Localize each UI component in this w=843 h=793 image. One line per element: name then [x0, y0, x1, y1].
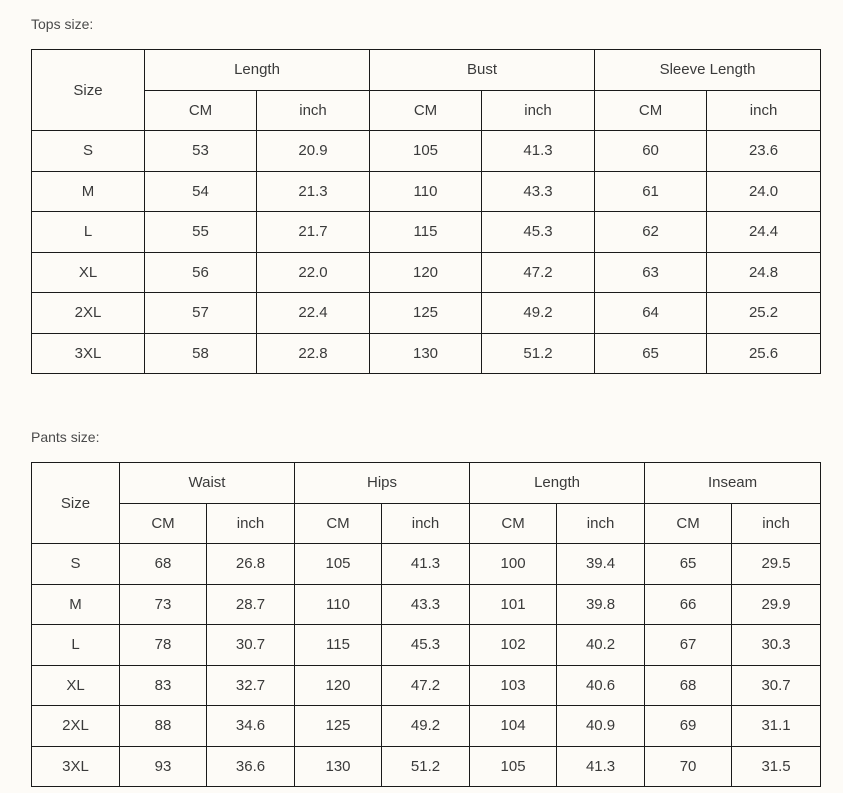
pants-measurement-cell: 100	[470, 544, 557, 585]
pants-measurement-cell: 43.3	[382, 584, 470, 625]
pants-unit-header: CM	[295, 503, 382, 544]
tops-measurement-cell: 22.8	[257, 333, 370, 374]
tops-measurement-cell: 55	[145, 212, 257, 253]
tops-measurement-cell: 63	[595, 252, 707, 293]
pants-measurement-cell: 110	[295, 584, 382, 625]
tops-measurement-cell: 125	[370, 293, 482, 334]
tops-unit-header: inch	[482, 90, 595, 131]
pants-measurement-cell: 49.2	[382, 706, 470, 747]
tops-measurement-cell: 22.0	[257, 252, 370, 293]
pants-measurement-cell: 26.8	[207, 544, 295, 585]
tops-measurement-cell: 47.2	[482, 252, 595, 293]
tops-size-cell: 3XL	[32, 333, 145, 374]
pants-measurement-cell: 104	[470, 706, 557, 747]
pants-table-row	[32, 706, 821, 747]
tops-measurement-cell: 58	[145, 333, 257, 374]
pants-measurement-cell: 68	[120, 544, 207, 585]
tops-measurement-cell: 43.3	[482, 171, 595, 212]
pants-measurement-cell: 29.9	[732, 584, 821, 625]
pants-group-header: Waist	[120, 463, 295, 504]
tops-measurement-cell: 64	[595, 293, 707, 334]
tops-measurement-cell: 61	[595, 171, 707, 212]
pants-unit-header: CM	[645, 503, 732, 544]
tops-measurement-cell: 105	[370, 131, 482, 172]
tops-measurement-cell: 60	[595, 131, 707, 172]
tops-group-header-row	[32, 50, 821, 91]
pants-unit-header: inch	[207, 503, 295, 544]
tops-measurement-cell: 22.4	[257, 293, 370, 334]
pants-measurement-cell: 68	[645, 665, 732, 706]
pants-unit-header-row	[32, 503, 821, 544]
pants-measurement-cell: 70	[645, 746, 732, 787]
pants-measurement-cell: 120	[295, 665, 382, 706]
tops-size-cell: 2XL	[32, 293, 145, 334]
tops-size-table	[31, 49, 821, 374]
pants-measurement-cell: 40.6	[557, 665, 645, 706]
pants-table-row	[32, 544, 821, 585]
pants-measurement-cell: 28.7	[207, 584, 295, 625]
pants-size-header: Size	[32, 463, 120, 544]
tops-table-row	[32, 252, 821, 293]
pants-table-row	[32, 625, 821, 666]
tops-size-header: Size	[32, 50, 145, 131]
pants-measurement-cell: 66	[645, 584, 732, 625]
tops-measurement-cell: 120	[370, 252, 482, 293]
tops-group-header: Bust	[370, 50, 595, 91]
pants-size-cell: M	[32, 584, 120, 625]
pants-unit-header: inch	[557, 503, 645, 544]
tops-measurement-cell: 49.2	[482, 293, 595, 334]
pants-unit-header: inch	[732, 503, 821, 544]
tops-measurement-cell: 21.7	[257, 212, 370, 253]
tops-group-header: Length	[145, 50, 370, 91]
pants-size-caption: Pants size:	[31, 429, 100, 445]
pants-measurement-cell: 41.3	[557, 746, 645, 787]
pants-group-header: Length	[470, 463, 645, 504]
pants-table-row	[32, 665, 821, 706]
tops-measurement-cell: 45.3	[482, 212, 595, 253]
pants-size-cell: 2XL	[32, 706, 120, 747]
pants-measurement-cell: 102	[470, 625, 557, 666]
tops-measurement-cell: 51.2	[482, 333, 595, 374]
pants-measurement-cell: 41.3	[382, 544, 470, 585]
tops-measurement-cell: 25.2	[707, 293, 821, 334]
tops-size-cell: L	[32, 212, 145, 253]
pants-measurement-cell: 30.7	[207, 625, 295, 666]
tops-measurement-cell: 54	[145, 171, 257, 212]
pants-measurement-cell: 105	[470, 746, 557, 787]
pants-measurement-cell: 31.1	[732, 706, 821, 747]
tops-unit-header: inch	[707, 90, 821, 131]
pants-measurement-cell: 67	[645, 625, 732, 666]
pants-measurement-cell: 130	[295, 746, 382, 787]
tops-measurement-cell: 21.3	[257, 171, 370, 212]
pants-group-header: Inseam	[645, 463, 821, 504]
tops-measurement-cell: 110	[370, 171, 482, 212]
pants-size-cell: 3XL	[32, 746, 120, 787]
pants-measurement-cell: 30.7	[732, 665, 821, 706]
tops-table-row	[32, 293, 821, 334]
pants-measurement-cell: 31.5	[732, 746, 821, 787]
tops-size-cell: M	[32, 171, 145, 212]
pants-measurement-cell: 105	[295, 544, 382, 585]
pants-measurement-cell: 73	[120, 584, 207, 625]
tops-measurement-cell: 65	[595, 333, 707, 374]
pants-measurement-cell: 39.4	[557, 544, 645, 585]
tops-measurement-cell: 62	[595, 212, 707, 253]
pants-measurement-cell: 69	[645, 706, 732, 747]
pants-measurement-cell: 47.2	[382, 665, 470, 706]
pants-table-row	[32, 584, 821, 625]
tops-unit-header: inch	[257, 90, 370, 131]
pants-size-table	[31, 462, 821, 787]
pants-unit-header: CM	[470, 503, 557, 544]
pants-measurement-cell: 36.6	[207, 746, 295, 787]
tops-size-cell: S	[32, 131, 145, 172]
pants-measurement-cell: 101	[470, 584, 557, 625]
tops-unit-header: CM	[370, 90, 482, 131]
tops-unit-header-row	[32, 90, 821, 131]
pants-measurement-cell: 32.7	[207, 665, 295, 706]
tops-table-row	[32, 212, 821, 253]
tops-size-cell: XL	[32, 252, 145, 293]
tops-measurement-cell: 115	[370, 212, 482, 253]
tops-table-row	[32, 333, 821, 374]
pants-measurement-cell: 39.8	[557, 584, 645, 625]
tops-unit-header: CM	[145, 90, 257, 131]
pants-measurement-cell: 51.2	[382, 746, 470, 787]
pants-group-header: Hips	[295, 463, 470, 504]
pants-measurement-cell: 40.2	[557, 625, 645, 666]
tops-measurement-cell: 25.6	[707, 333, 821, 374]
pants-measurement-cell: 29.5	[732, 544, 821, 585]
tops-measurement-cell: 20.9	[257, 131, 370, 172]
tops-table-row	[32, 131, 821, 172]
pants-measurement-cell: 93	[120, 746, 207, 787]
tops-measurement-cell: 23.6	[707, 131, 821, 172]
tops-measurement-cell: 24.8	[707, 252, 821, 293]
pants-size-cell: S	[32, 544, 120, 585]
tops-measurement-cell: 57	[145, 293, 257, 334]
pants-size-cell: XL	[32, 665, 120, 706]
pants-group-header-row	[32, 463, 821, 504]
tops-table-row	[32, 171, 821, 212]
tops-measurement-cell: 24.0	[707, 171, 821, 212]
pants-measurement-cell: 78	[120, 625, 207, 666]
pants-measurement-cell: 125	[295, 706, 382, 747]
pants-measurement-cell: 30.3	[732, 625, 821, 666]
pants-unit-header: inch	[382, 503, 470, 544]
pants-measurement-cell: 83	[120, 665, 207, 706]
tops-measurement-cell: 24.4	[707, 212, 821, 253]
tops-unit-header: CM	[595, 90, 707, 131]
pants-size-cell: L	[32, 625, 120, 666]
pants-measurement-cell: 65	[645, 544, 732, 585]
pants-measurement-cell: 34.6	[207, 706, 295, 747]
tops-group-header: Sleeve Length	[595, 50, 821, 91]
pants-measurement-cell: 45.3	[382, 625, 470, 666]
pants-measurement-cell: 115	[295, 625, 382, 666]
tops-measurement-cell: 53	[145, 131, 257, 172]
pants-measurement-cell: 40.9	[557, 706, 645, 747]
tops-measurement-cell: 41.3	[482, 131, 595, 172]
tops-measurement-cell: 56	[145, 252, 257, 293]
pants-measurement-cell: 88	[120, 706, 207, 747]
tops-size-caption: Tops size:	[31, 16, 94, 32]
pants-measurement-cell: 103	[470, 665, 557, 706]
tops-measurement-cell: 130	[370, 333, 482, 374]
pants-unit-header: CM	[120, 503, 207, 544]
pants-table-row	[32, 746, 821, 787]
